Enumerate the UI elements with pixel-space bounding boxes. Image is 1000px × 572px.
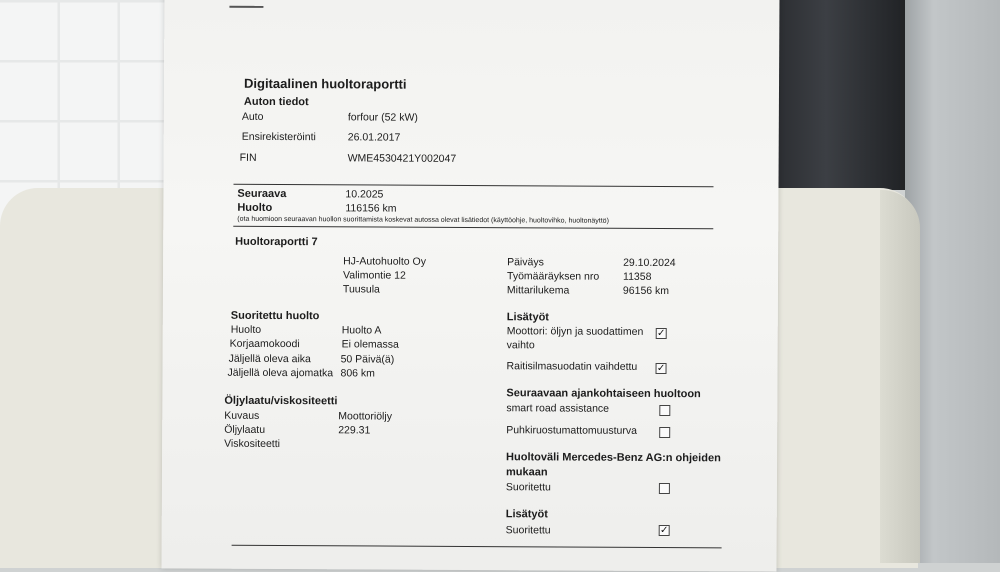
seuraava-value: 10.2025 [345, 188, 384, 201]
lisatyo-1-checkbox[interactable]: ✓ [656, 327, 666, 340]
tyomaarays-value: 11358 [622, 270, 652, 283]
auton-tiedot-heading: Auton tiedot [243, 95, 309, 109]
lisatyot2-suoritettu-label: Suoritettu [505, 524, 551, 537]
jaljella-ajomatka-label: Jäljellä oleva ajomatka [227, 366, 334, 380]
tyomaarays-label: Työmääräyksen nro [506, 270, 600, 283]
top-mark [229, 6, 263, 8]
ensirekisterointi-label: Ensirekisteröinti [241, 130, 316, 144]
lisatyot-heading: Lisätyöt [506, 311, 550, 324]
korjaamokoodi-value: Ei olemassa [341, 338, 399, 351]
seuraava-label: Seuraava [237, 187, 287, 201]
company-name: HJ-Autohuolto Oy [343, 255, 427, 268]
oljylaatu-value: 229.31 [338, 424, 371, 437]
seuraava-note: (ota huomioon seuraavan huollon suorittamista koskevat autossa olevat lisätiedot (käyttöohje, huoltovihko, huoltonäyttö) [237, 215, 609, 225]
fin-label: FIN [239, 151, 257, 164]
lisatyot2-suoritettu-checkbox[interactable]: ✓ [659, 524, 669, 537]
kuvaus-value: Moottoriöljy [338, 410, 393, 423]
huolto-value: 116156 km [345, 202, 397, 215]
divider [233, 184, 713, 188]
lisatyo-2-checkbox[interactable]: ✓ [656, 362, 666, 375]
puhkiruostumattomuusturva-label: Puhkiruostumattomuusturva [506, 424, 637, 437]
paivays-label: Päiväys [507, 256, 544, 269]
paivays-value: 29.10.2024 [623, 256, 676, 270]
viskositeetti-label: Viskositeetti [224, 437, 281, 451]
ensirekisterointi-value: 26.01.2017 [347, 131, 401, 144]
report-title: Digitaalinen huoltoraportti [243, 75, 407, 92]
huoltovali-heading: Huoltoväli Mercedes-Benz AG:n ohjeiden [506, 451, 721, 465]
fin-value: WME4530421Y002047 [347, 152, 457, 165]
korjaamokoodi-label: Korjaamokoodi [229, 337, 300, 351]
suoritettu-huolto-heading: Suoritettu huolto [230, 309, 320, 323]
smart-road-assistance-label: smart road assistance [506, 402, 610, 415]
lisatyo-1-label: Moottori: öljyn ja suodattimen [506, 325, 644, 338]
huoltoraportti-heading: Huoltoraportti 7 [235, 235, 318, 249]
bottom-divider [232, 545, 722, 549]
oljylaatu-label: Öljylaatu [224, 423, 266, 436]
huoltovali-suoritettu-checkbox[interactable] [659, 483, 670, 494]
company-street: Valimontie 12 [342, 269, 406, 282]
tray-edge [880, 190, 920, 563]
lisatyo-2-label: Raitisilmasuodatin vaihdettu [506, 360, 638, 373]
lisatyot2-heading: Lisätyöt [505, 508, 548, 521]
divider [233, 226, 713, 230]
huoltovali-heading-cont: mukaan [505, 466, 548, 479]
mittarilukema-label: Mittarilukema [506, 284, 570, 297]
kuvaus-label: Kuvaus [224, 409, 260, 422]
huoltovali-suoritettu-label: Suoritettu [505, 481, 551, 494]
seuraavaan-heading: Seuraavaan ajankohtaiseen huoltoon [506, 387, 701, 401]
huolto-label: Huolto [237, 201, 273, 214]
smart-road-assistance-checkbox[interactable] [659, 405, 670, 416]
company-city: Tuusula [342, 283, 380, 296]
jaljella-ajomatka-value: 806 km [340, 367, 375, 380]
service-report-paper [161, 0, 779, 572]
huolto-row-value: Huolto A [341, 324, 382, 337]
auto-label: Auto [241, 110, 264, 123]
lisatyo-1-label-cont: vaihto [506, 339, 535, 352]
auto-value: forfour (52 kW) [347, 111, 418, 124]
oljylaatu-heading: Öljylaatu/viskositeetti [224, 394, 338, 408]
jaljella-aika-label: Jäljellä oleva aika [228, 352, 311, 366]
puhkiruostumattomuusturva-checkbox[interactable] [659, 427, 670, 438]
mittarilukema-value: 96156 km [622, 284, 670, 298]
dark-panel [770, 0, 910, 190]
huolto-row-label: Huolto [230, 323, 262, 336]
jaljella-aika-value: 50 Päivä(ä) [340, 353, 395, 366]
